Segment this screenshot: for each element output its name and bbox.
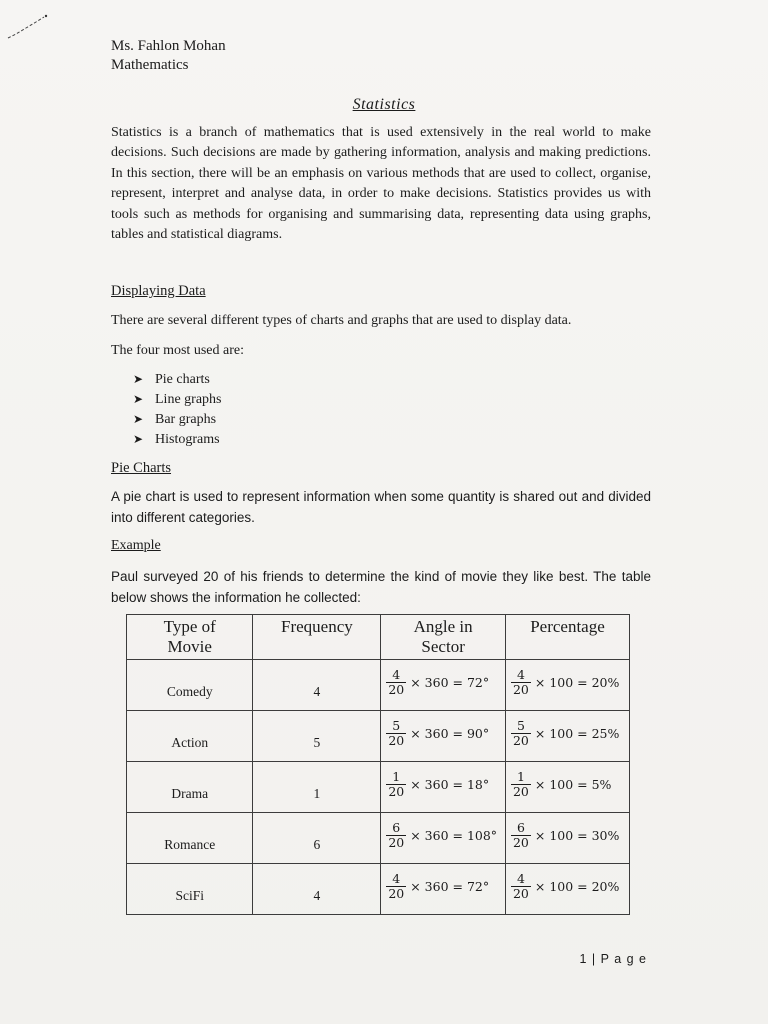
angle-formula xyxy=(381,821,505,850)
angle-cell xyxy=(381,762,506,813)
percentage-expression: × 100 = 30% xyxy=(534,827,620,843)
page-title: Statistics xyxy=(352,96,416,113)
angle-formula xyxy=(381,668,505,697)
percentage-formula xyxy=(506,668,629,697)
percentage-fraction xyxy=(511,821,531,850)
pen-mark-icon xyxy=(6,12,50,42)
arrowhead-bullet-icon: ➤ xyxy=(133,432,144,446)
angle-cell xyxy=(381,864,506,915)
percentage-expression: × 100 = 20% xyxy=(534,674,620,690)
angle-numerator: 4 xyxy=(392,870,401,886)
angle-fraction xyxy=(386,872,406,901)
angle-expression: × 360 = 18° xyxy=(410,776,490,792)
pie-charts-heading: Pie Charts xyxy=(111,460,172,476)
percentage-denominator: 20 xyxy=(512,783,529,799)
arrowhead-bullet-icon: ➤ xyxy=(133,392,144,406)
movie-type: SciFi xyxy=(175,888,204,903)
chart-types-list xyxy=(133,369,221,449)
percentage-numerator: 5 xyxy=(516,717,525,733)
movie-type: Romance xyxy=(164,837,216,852)
arrowhead-bullet-icon: ➤ xyxy=(133,372,144,386)
percentage-denominator: 20 xyxy=(512,681,529,697)
header-angle-line2: Sector xyxy=(421,637,465,656)
percentage-denominator: 20 xyxy=(512,885,529,901)
percentage-formula xyxy=(506,821,629,850)
percentage-cell xyxy=(505,660,629,711)
percentage-cell xyxy=(505,711,629,762)
percentage-cell xyxy=(505,864,629,915)
percentage-numerator: 4 xyxy=(516,666,525,682)
percentage-formula xyxy=(506,872,629,901)
header-type-line1: Type of xyxy=(163,617,216,636)
angle-numerator: 4 xyxy=(392,666,401,682)
frequency-cell xyxy=(253,864,381,915)
movie-type-cell xyxy=(127,660,253,711)
angle-cell xyxy=(381,813,506,864)
angle-fraction xyxy=(386,770,406,799)
pie-charts-text: A pie chart is used to represent information when some quantity is shared out and divided into different categories. xyxy=(111,489,651,525)
angle-expression: × 360 = 108° xyxy=(410,827,498,843)
header-angle-in-sector xyxy=(381,615,506,660)
angle-cell xyxy=(381,660,506,711)
percentage-denominator: 20 xyxy=(512,732,529,748)
movie-survey-table xyxy=(126,614,630,915)
teacher-name: Ms. Fahlon Mohan xyxy=(111,38,226,54)
angle-denominator: 20 xyxy=(388,783,405,799)
angle-numerator: 5 xyxy=(392,717,401,733)
percentage-cell xyxy=(505,813,629,864)
frequency-value: 4 xyxy=(313,684,321,699)
table-header-row xyxy=(127,615,630,660)
frequency-cell xyxy=(253,813,381,864)
header-angle-line1: Angle in xyxy=(413,617,473,636)
frequency-cell xyxy=(253,711,381,762)
frequency-value: 5 xyxy=(313,735,321,750)
example-text: Paul surveyed 20 of his friends to determine the kind of movie they like best. The table below shows the information he collected: xyxy=(111,569,651,605)
subject-name: Mathematics xyxy=(111,57,189,73)
angle-expression: × 360 = 90° xyxy=(410,725,490,741)
percentage-numerator: 4 xyxy=(516,870,525,886)
arrowhead-bullet-icon: ➤ xyxy=(133,412,144,426)
percentage-formula xyxy=(506,719,629,748)
angle-expression: × 360 = 72° xyxy=(410,674,490,690)
angle-fraction xyxy=(386,821,406,850)
percentage-denominator: 20 xyxy=(512,834,529,850)
header-type-of-movie xyxy=(127,615,253,660)
movie-type-cell xyxy=(127,711,253,762)
percentage-fraction xyxy=(511,872,531,901)
percentage-numerator: 6 xyxy=(516,819,525,835)
percentage-expression: × 100 = 5% xyxy=(534,776,612,792)
angle-denominator: 20 xyxy=(388,885,405,901)
percentage-fraction xyxy=(511,719,531,748)
percentage-expression: × 100 = 25% xyxy=(534,725,620,741)
angle-formula xyxy=(381,770,505,799)
table-row xyxy=(127,762,630,813)
list-item-label: Histograms xyxy=(155,432,220,447)
table-row xyxy=(127,864,630,915)
list-item xyxy=(133,369,221,389)
header-percentage: Percentage xyxy=(505,615,629,660)
angle-denominator: 20 xyxy=(388,681,405,697)
header-type-line2: Movie xyxy=(167,637,212,656)
movie-type: Comedy xyxy=(166,684,213,699)
displaying-data-heading: Displaying Data xyxy=(111,283,206,299)
angle-expression: × 360 = 72° xyxy=(410,878,490,894)
angle-cell xyxy=(381,711,506,762)
angle-formula xyxy=(381,872,505,901)
angle-numerator: 1 xyxy=(392,768,401,784)
percentage-numerator: 1 xyxy=(516,768,525,784)
list-item xyxy=(133,389,221,409)
four-most-used-text: The four most used are: xyxy=(111,343,244,358)
frequency-value: 1 xyxy=(313,786,321,801)
frequency-value: 6 xyxy=(313,837,321,852)
movie-type: Drama xyxy=(171,786,209,801)
header-frequency: Frequency xyxy=(253,615,381,660)
displaying-data-text: There are several different types of charts and graphs that are used to display data. xyxy=(111,313,572,328)
table-row xyxy=(127,660,630,711)
list-item xyxy=(133,409,221,429)
page-number: 1 | P a g e xyxy=(579,952,647,966)
percentage-fraction xyxy=(511,770,531,799)
table-row xyxy=(127,711,630,762)
frequency-cell xyxy=(253,762,381,813)
angle-formula xyxy=(381,719,505,748)
list-item xyxy=(133,429,221,449)
angle-numerator: 6 xyxy=(392,819,401,835)
example-heading: Example xyxy=(111,538,161,553)
angle-fraction xyxy=(386,668,406,697)
intro-paragraph: Statistics is a branch of mathematics that is used extensively in the real world to make decisions. Such decisions are made by gathering information, analysis and making predictions. In this section, there will be an emphasis on various methods that are used to collect, organise, represent, interpret and analyse data, in order to make decisions. Statistics provides us with tools such as methods for organising and summarising data, representing data using graphs, tables and statistical diagrams. xyxy=(111,125,651,243)
movie-type: Action xyxy=(171,735,209,750)
movie-type-cell xyxy=(127,762,253,813)
angle-fraction xyxy=(386,719,406,748)
percentage-formula xyxy=(506,770,629,799)
movie-type-cell xyxy=(127,864,253,915)
list-item-label: Line graphs xyxy=(155,392,222,407)
table-row xyxy=(127,813,630,864)
list-item-label: Pie charts xyxy=(155,372,210,387)
angle-denominator: 20 xyxy=(388,834,405,850)
list-item-label: Bar graphs xyxy=(155,412,217,427)
frequency-value: 4 xyxy=(313,888,321,903)
percentage-cell xyxy=(505,762,629,813)
percentage-expression: × 100 = 20% xyxy=(534,878,620,894)
angle-denominator: 20 xyxy=(388,732,405,748)
percentage-fraction xyxy=(511,668,531,697)
frequency-cell xyxy=(253,660,381,711)
movie-type-cell xyxy=(127,813,253,864)
